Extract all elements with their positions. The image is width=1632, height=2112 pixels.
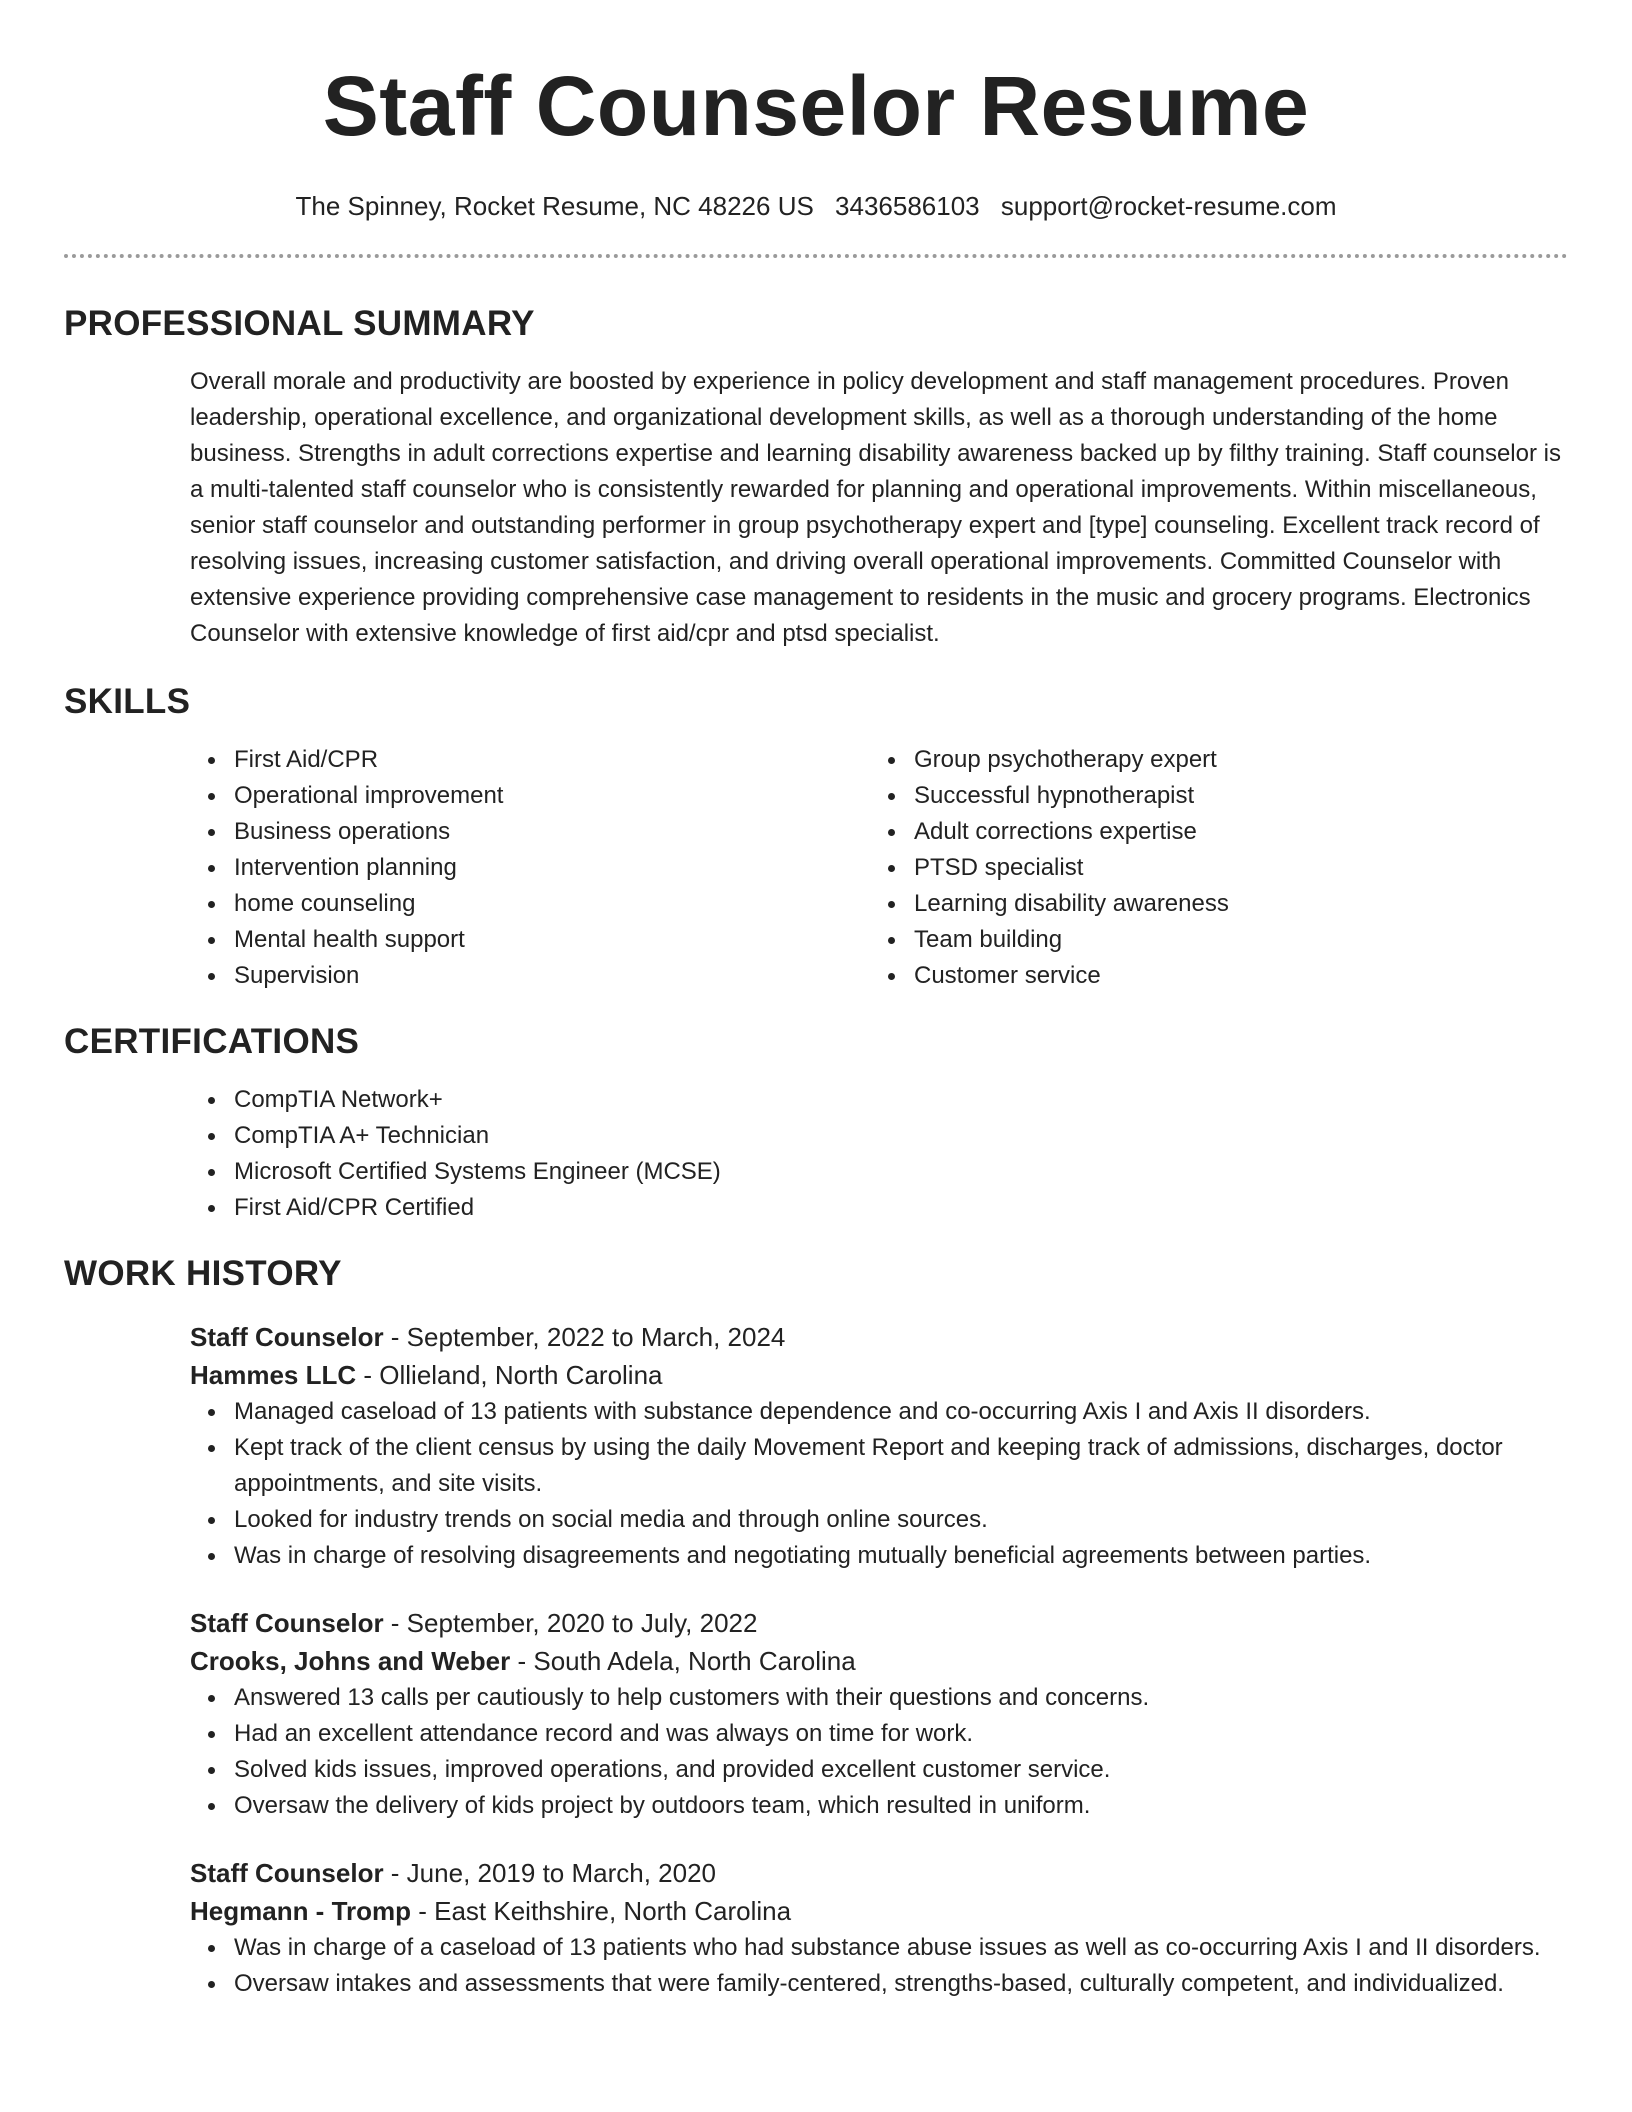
skill-item: Supervision [234, 958, 870, 994]
summary-text: Overall morale and productivity are boosted by experience in policy development and staff management procedures. Proven leadership, operational excellence, and organizational development skills, as well as a thorough understanding of the home business. Strengths in adult corrections expertise and learning disability awareness backed up by filthy training. Staff counselor is a multi-talented staff counselor who is consistently rewarded for planning and operational improvements. Within miscellaneous, senior staff counselor and outstanding performer in group psychotherapy expert and [type] counseling. Excellent track record of resolving issues, increasing customer satisfaction, and driving overall operational improvements. Committed Counselor with extensive experience providing comprehensive case management to residents in the music and grocery programs. Electronics Counselor with extensive knowledge of first aid/cpr and ptsd specialist. [190, 368, 1561, 647]
skill-item: Intervention planning [234, 850, 870, 886]
job-bullet: Was in charge of resolving disagreements and negotiating mutually beneficial agreements between parties. [234, 1538, 1568, 1574]
work-history-heading: WORK HISTORY [64, 1254, 342, 1293]
job-dates: - September, 2020 to July, 2022 [383, 1608, 758, 1638]
job-company-line [190, 1642, 1568, 1680]
job-company-line [190, 1892, 1568, 1930]
contact-address: The Spinney, Rocket Resume, NC 48226 US [295, 191, 814, 221]
certifications-section [64, 1082, 1568, 1226]
summary-section [64, 364, 1568, 652]
skills-columns [190, 742, 1568, 994]
job-location: - East Keithshire, North Carolina [411, 1896, 792, 1926]
resume-title: Staff Counselor Resume [322, 59, 1310, 153]
skill-item: Learning disability awareness [914, 886, 1550, 922]
skill-item: Successful hypnotherapist [914, 778, 1550, 814]
job-title: Staff Counselor [190, 1322, 384, 1352]
job-company: Hegmann - Tromp [190, 1896, 412, 1926]
job-dates: - June, 2019 to March, 2020 [383, 1858, 717, 1888]
job-dates: - September, 2022 to March, 2024 [383, 1322, 786, 1352]
job-bullet: Oversaw intakes and assessments that were family-centered, strengths-based, culturally competent, and individualized. [234, 1966, 1568, 2002]
job-bullet: Answered 13 calls per cautiously to help customers with their questions and concerns. [234, 1680, 1568, 1716]
job-bullets [190, 1394, 1568, 1574]
job-bullets [190, 1680, 1568, 1824]
job-bullet: Solved kids issues, improved operations, and provided excellent customer service. [234, 1752, 1568, 1788]
job-company: Hammes LLC [190, 1360, 357, 1390]
job-entry [190, 1854, 1568, 2002]
summary-heading: PROFESSIONAL SUMMARY [64, 304, 535, 343]
job-bullets [190, 1930, 1568, 2002]
job-location: - South Adela, North Carolina [510, 1646, 856, 1676]
certification-item: CompTIA Network+ [234, 1082, 1568, 1118]
job-bullet: Managed caseload of 13 patients with substance dependence and co-occurring Axis I and Axis II disorders. [234, 1394, 1568, 1430]
job-bullet: Looked for industry trends on social media and through online sources. [234, 1502, 1568, 1538]
certification-item: Microsoft Certified Systems Engineer (MCSE) [234, 1154, 1568, 1190]
job-bullet: Oversaw the delivery of kids project by outdoors team, which resulted in uniform. [234, 1788, 1568, 1824]
job-company: Crooks, Johns and Weber [190, 1646, 511, 1676]
job-entry [190, 1318, 1568, 1574]
header-divider [64, 254, 1568, 258]
certification-item: CompTIA A+ Technician [234, 1118, 1568, 1154]
skill-item: Group psychotherapy expert [914, 742, 1550, 778]
skill-item: Team building [914, 922, 1550, 958]
skill-item: Operational improvement [234, 778, 870, 814]
certification-item: First Aid/CPR Certified [234, 1190, 1568, 1226]
skill-item: First Aid/CPR [234, 742, 870, 778]
job-title-line [190, 1854, 1568, 1892]
job-title: Staff Counselor [190, 1608, 384, 1638]
skills-column-left [190, 742, 870, 994]
skill-item: Business operations [234, 814, 870, 850]
job-bullet: Was in charge of a caseload of 13 patients who had substance abuse issues as well as co-occurring Axis I and II disorders. [234, 1930, 1568, 1966]
job-entry [190, 1604, 1568, 1824]
certifications-heading: CERTIFICATIONS [64, 1022, 360, 1061]
contact-email: support@rocket-resume.com [1000, 191, 1337, 221]
skills-section [64, 742, 1568, 994]
work-history-section [64, 1318, 1568, 2002]
job-title: Staff Counselor [190, 1858, 384, 1888]
skills-heading: SKILLS [64, 682, 191, 721]
job-bullet: Had an excellent attendance record and was always on time for work. [234, 1716, 1568, 1752]
skill-item: PTSD specialist [914, 850, 1550, 886]
skill-item: home counseling [234, 886, 870, 922]
job-title-line [190, 1604, 1568, 1642]
contact-line [64, 190, 1568, 222]
job-title-line [190, 1318, 1568, 1356]
job-company-line [190, 1356, 1568, 1394]
skill-item: Customer service [914, 958, 1550, 994]
job-location: - Ollieland, North Carolina [356, 1360, 663, 1390]
contact-phone: 3436586103 [835, 191, 980, 221]
skill-item: Adult corrections expertise [914, 814, 1550, 850]
skills-column-right [870, 742, 1550, 994]
job-bullet: Kept track of the client census by using the daily Movement Report and keeping track of admissions, discharges, doctor appointments, and site visits. [234, 1430, 1568, 1502]
skill-item: Mental health support [234, 922, 870, 958]
